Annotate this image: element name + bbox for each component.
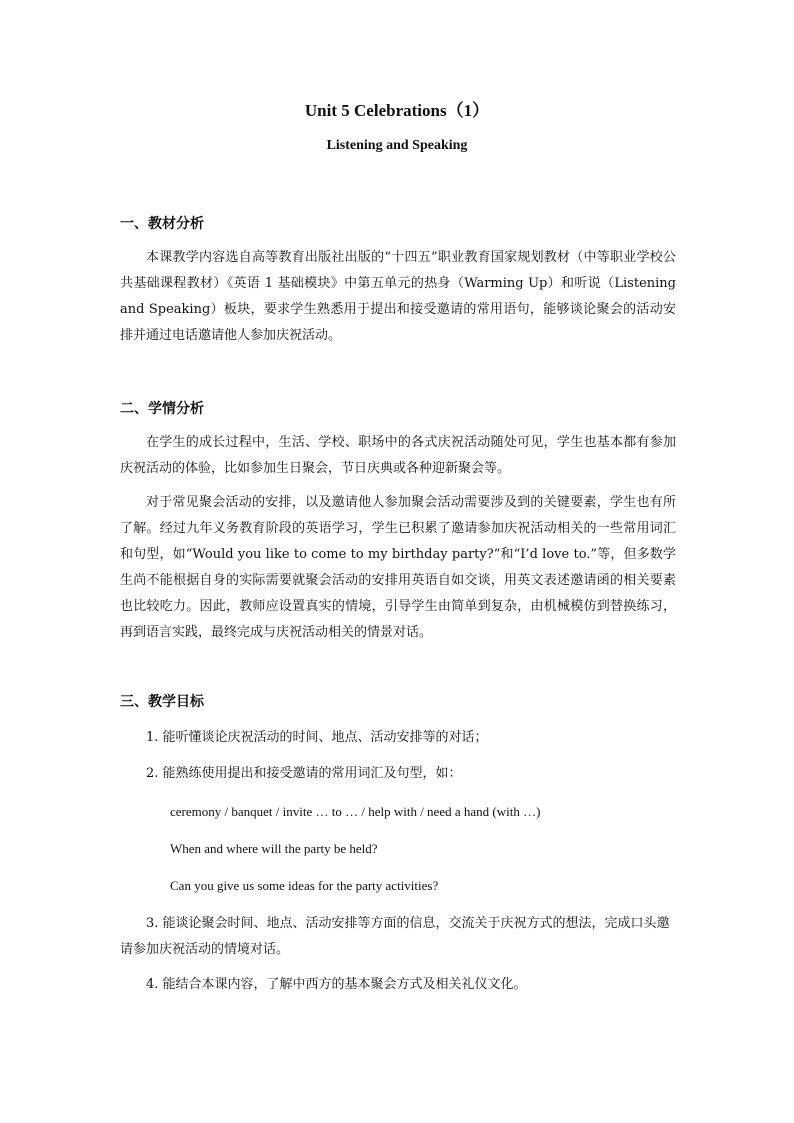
example-sentence-2: Can you give us some ideas for the party activities?	[170, 878, 439, 893]
section-heading-teaching-objectives: 三、教学目标	[120, 694, 204, 710]
page-subtitle: Listening and Speaking	[326, 138, 468, 153]
example-sentence-1: When and where will the party be held?	[170, 841, 378, 856]
paragraph-student-analysis-2: 对于常见聚会活动的安排，以及邀请他人参加聚会活动需要涉及到的关键要素，学生也有所了解。经过九年义务教育阶段的英语学习，学生已积累了邀请参加庆祝活动相关的一些常用词汇和句型，如“Would you like to come to my birthday party?”和“I’d love to.”等，但多数学生尚不能根据自身的实际需要就聚会活动的安排用英语自如交谈，用英文表述邀请函的相关要素也比较吃力。因此，教师应设置真实的情境，引导学生由简单到复杂，由机械模仿到替换练习，再到语言实践，最终完成与庆祝活动相关的情景对话。	[120, 495, 676, 640]
paragraph-textbook-analysis: 本课教学内容选自高等教育出版社出版的“十四五”职业教育国家规划教材（中等职业学校公共基础课程教材）《英语 1 基础模块》中第五单元的热身（Warming Up）和听说（Listening and Speaking）板块，要求学生熟悉用于提出和接受邀请的常用语句，能够谈论聚会的活动安排并通过电话邀请他人参加庆祝活动。	[120, 250, 676, 343]
paragraph-student-analysis-1: 在学生的成长过程中，生活、学校、职场中的各式庆祝活动随处可见，学生也基本都有参加庆祝活动的体验，比如参加生日聚会，节日庆典或各种迎新聚会等。	[120, 435, 676, 476]
objective-item-3: 3. 能谈论聚会时间、地点、活动安排等方面的信息，交流关于庆祝方式的想法，完成口头邀请参加庆祝活动的情境对话。	[120, 916, 670, 957]
objective-item-2: 2. 能熟练使用提出和接受邀请的常用词汇及句型，如：	[146, 766, 462, 781]
page-title: Unit 5 Celebrations（1）	[304, 101, 490, 120]
section-heading-student-analysis: 二、学情分析	[120, 401, 204, 417]
section-heading-textbook-analysis: 一、教材分析	[120, 216, 204, 232]
objective-item-4: 4. 能结合本课内容，了解中西方的基本聚会方式及相关礼仪文化。	[146, 977, 527, 992]
example-phrase-list: ceremony / banquet / invite … to … / help with / need a hand (with …)	[170, 804, 541, 819]
objective-item-1: 1. 能听懂谈论庆祝活动的时间、地点、活动安排等的对话；	[146, 730, 488, 745]
